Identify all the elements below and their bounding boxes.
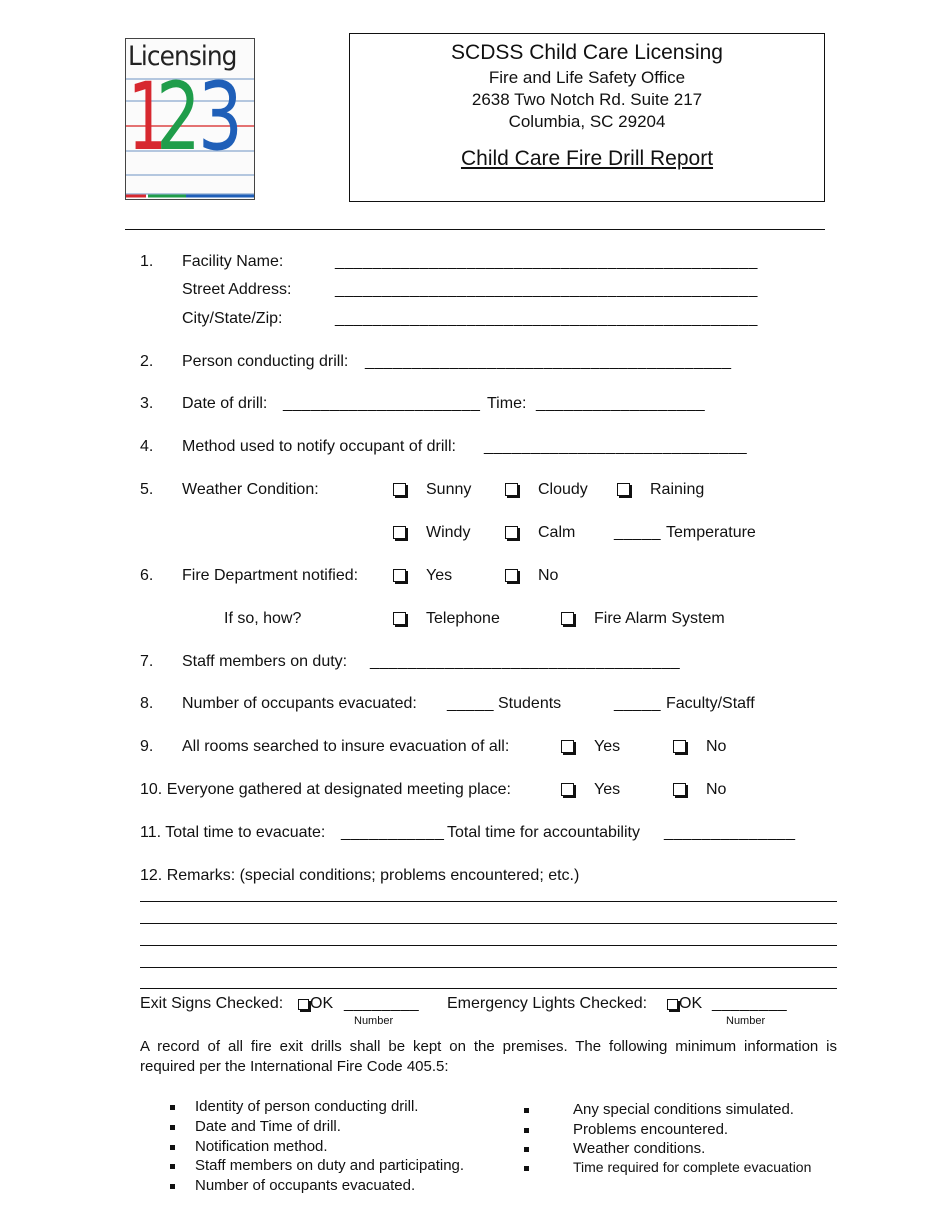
logo-digit-2: 2	[156, 63, 201, 172]
q8-number: 8.	[140, 695, 154, 712]
accountability-field[interactable]: ______________	[664, 824, 796, 841]
logo-digit-1: 1	[128, 63, 167, 172]
list-item: Staff members on duty and participating.	[170, 1157, 464, 1174]
city-state-zip-label: City/State/Zip:	[182, 310, 283, 327]
if-so-how-label: If so, how?	[224, 610, 302, 627]
telephone-option[interactable]: Telephone	[393, 610, 500, 628]
checkbox-icon[interactable]	[505, 483, 518, 496]
facility-name-label: Facility Name:	[182, 253, 284, 270]
exit-signs-number-field[interactable]: ________	[344, 995, 420, 1012]
accountability-label: Total time for accountability	[447, 824, 640, 841]
weather-sunny-option[interactable]: Sunny	[393, 481, 471, 499]
staff-on-duty-field[interactable]: _________________________________	[370, 653, 681, 670]
checkbox-icon[interactable]	[561, 740, 574, 753]
exit-signs-checkbox-icon[interactable]	[298, 999, 309, 1010]
bullet-icon	[170, 1164, 175, 1169]
list-item: Problems encountered.	[524, 1121, 728, 1138]
exit-signs-number-caption: Number	[354, 1015, 394, 1027]
temperature-field[interactable]: _____	[614, 524, 661, 541]
header-office: Fire and Life Safety Office	[488, 68, 686, 87]
checkbox-icon[interactable]	[617, 483, 630, 496]
weather-raining-option[interactable]: Raining	[617, 481, 704, 499]
staff-on-duty-label: Staff members on duty:	[182, 653, 348, 670]
checkbox-icon[interactable]	[561, 612, 574, 625]
q6-number: 6.	[140, 567, 154, 584]
checkbox-icon[interactable]	[505, 526, 518, 539]
rooms-searched-yes-option[interactable]: Yes	[561, 738, 620, 756]
time-to-evacuate-label: 11. Total time to evacuate:	[140, 824, 326, 841]
remarks-label: 12. Remarks: (special conditions; problems encountered; etc.)	[140, 867, 580, 884]
checkbox-icon[interactable]	[505, 569, 518, 582]
header-address-2: Columbia, SC 29204	[508, 112, 666, 131]
emergency-lights-checkbox-icon[interactable]	[667, 999, 678, 1010]
emergency-lights-number-field[interactable]: ________	[712, 995, 788, 1012]
meeting-place-no-option[interactable]: No	[673, 781, 726, 799]
time-to-evacuate-field[interactable]: ___________	[341, 824, 445, 841]
checkbox-icon[interactable]	[561, 783, 574, 796]
remarks-field[interactable]	[140, 888, 837, 988]
fire-alarm-option[interactable]: Fire Alarm System	[561, 610, 725, 628]
checkbox-icon[interactable]	[393, 612, 406, 625]
list-item: Time required for complete evacuation	[524, 1159, 811, 1175]
header-org: SCDSS Child Care Licensing	[451, 41, 723, 64]
weather-label: Weather Condition:	[182, 481, 319, 498]
emergency-lights-label: Emergency Lights Checked:	[447, 995, 648, 1012]
city-state-zip-field[interactable]: _____________________________________________	[335, 310, 758, 327]
person-conducting-label: Person conducting drill:	[182, 353, 349, 370]
q3-number: 3.	[140, 395, 154, 412]
temperature-label: Temperature	[666, 524, 756, 541]
page-title: Child Care Fire Drill Report	[460, 147, 714, 170]
notify-method-label: Method used to notify occupant of drill:	[182, 438, 456, 455]
bullet-icon	[524, 1166, 529, 1171]
bullet-icon	[524, 1128, 529, 1133]
students-field[interactable]: _____	[447, 695, 494, 712]
logo-word: Licensing	[128, 41, 237, 72]
q9-number: 9.	[140, 738, 154, 755]
time-field[interactable]: __________________	[536, 395, 706, 412]
q2-number: 2.	[140, 353, 154, 370]
checkbox-icon[interactable]	[393, 569, 406, 582]
rooms-searched-label: All rooms searched to insure evacuation of all:	[182, 738, 510, 755]
date-of-drill-field[interactable]: _____________________	[283, 395, 481, 412]
header-divider	[125, 229, 825, 230]
meeting-place-label: 10. Everyone gathered at designated meeting place:	[140, 781, 511, 798]
exit-signs-ok: OK	[310, 995, 334, 1012]
street-address-field[interactable]: _____________________________________________	[335, 281, 758, 298]
weather-windy-option[interactable]: Windy	[393, 524, 470, 542]
street-address-label: Street Address:	[182, 281, 292, 298]
checkbox-icon[interactable]	[673, 783, 686, 796]
fire-dept-yes-option[interactable]: Yes	[393, 567, 452, 585]
faculty-staff-field[interactable]: _____	[614, 695, 661, 712]
list-item: Date and Time of drill.	[170, 1118, 341, 1135]
fire-dept-label: Fire Department notified:	[182, 567, 359, 584]
bullet-icon	[524, 1147, 529, 1152]
facility-name-field[interactable]: _____________________________________________	[335, 253, 758, 270]
faculty-staff-label: Faculty/Staff	[666, 695, 755, 712]
weather-cloudy-option[interactable]: Cloudy	[505, 481, 588, 499]
header-address-1: 2638 Two Notch Rd. Suite 217	[471, 90, 703, 109]
q1-number: 1.	[140, 253, 154, 270]
note-line-2: required per the International Fire Code 405.5:	[140, 1058, 449, 1075]
bullet-icon	[524, 1108, 529, 1113]
emergency-lights-number-caption: Number	[726, 1015, 766, 1027]
notify-method-field[interactable]: ____________________________	[484, 438, 748, 455]
checkbox-icon[interactable]	[393, 526, 406, 539]
logo-digit-3: 3	[198, 63, 243, 172]
bullet-icon	[170, 1125, 175, 1130]
list-item: Any special conditions simulated.	[524, 1101, 794, 1118]
person-conducting-field[interactable]: _______________________________________	[365, 353, 732, 370]
note-line-1: A record of all fire exit drills shall be kept on the premises. The following minimum information is	[140, 1038, 837, 1055]
bullet-icon	[170, 1145, 175, 1150]
q7-number: 7.	[140, 653, 154, 670]
licensing-123-logo	[125, 38, 255, 200]
checkbox-icon[interactable]	[673, 740, 686, 753]
time-label: Time:	[487, 395, 527, 412]
exit-signs-label: Exit Signs Checked:	[140, 995, 284, 1012]
fire-dept-no-option[interactable]: No	[505, 567, 558, 585]
students-label: Students	[498, 695, 562, 712]
rooms-searched-no-option[interactable]: No	[673, 738, 726, 756]
q4-number: 4.	[140, 438, 154, 455]
weather-calm-option[interactable]: Calm	[505, 524, 575, 542]
list-item: Weather conditions.	[524, 1140, 705, 1157]
emergency-lights-ok: OK	[679, 995, 703, 1012]
date-of-drill-label: Date of drill:	[182, 395, 268, 412]
list-item: Notification method.	[170, 1138, 328, 1155]
checkbox-icon[interactable]	[393, 483, 406, 496]
meeting-place-yes-option[interactable]: Yes	[561, 781, 620, 799]
header-box	[349, 33, 825, 202]
q5-number: 5.	[140, 481, 154, 498]
occupants-label: Number of occupants evacuated:	[182, 695, 417, 712]
list-item: Number of occupants evacuated.	[170, 1177, 415, 1194]
bullet-icon	[170, 1105, 175, 1110]
bullet-icon	[170, 1184, 175, 1189]
list-item: Identity of person conducting drill.	[170, 1098, 418, 1115]
